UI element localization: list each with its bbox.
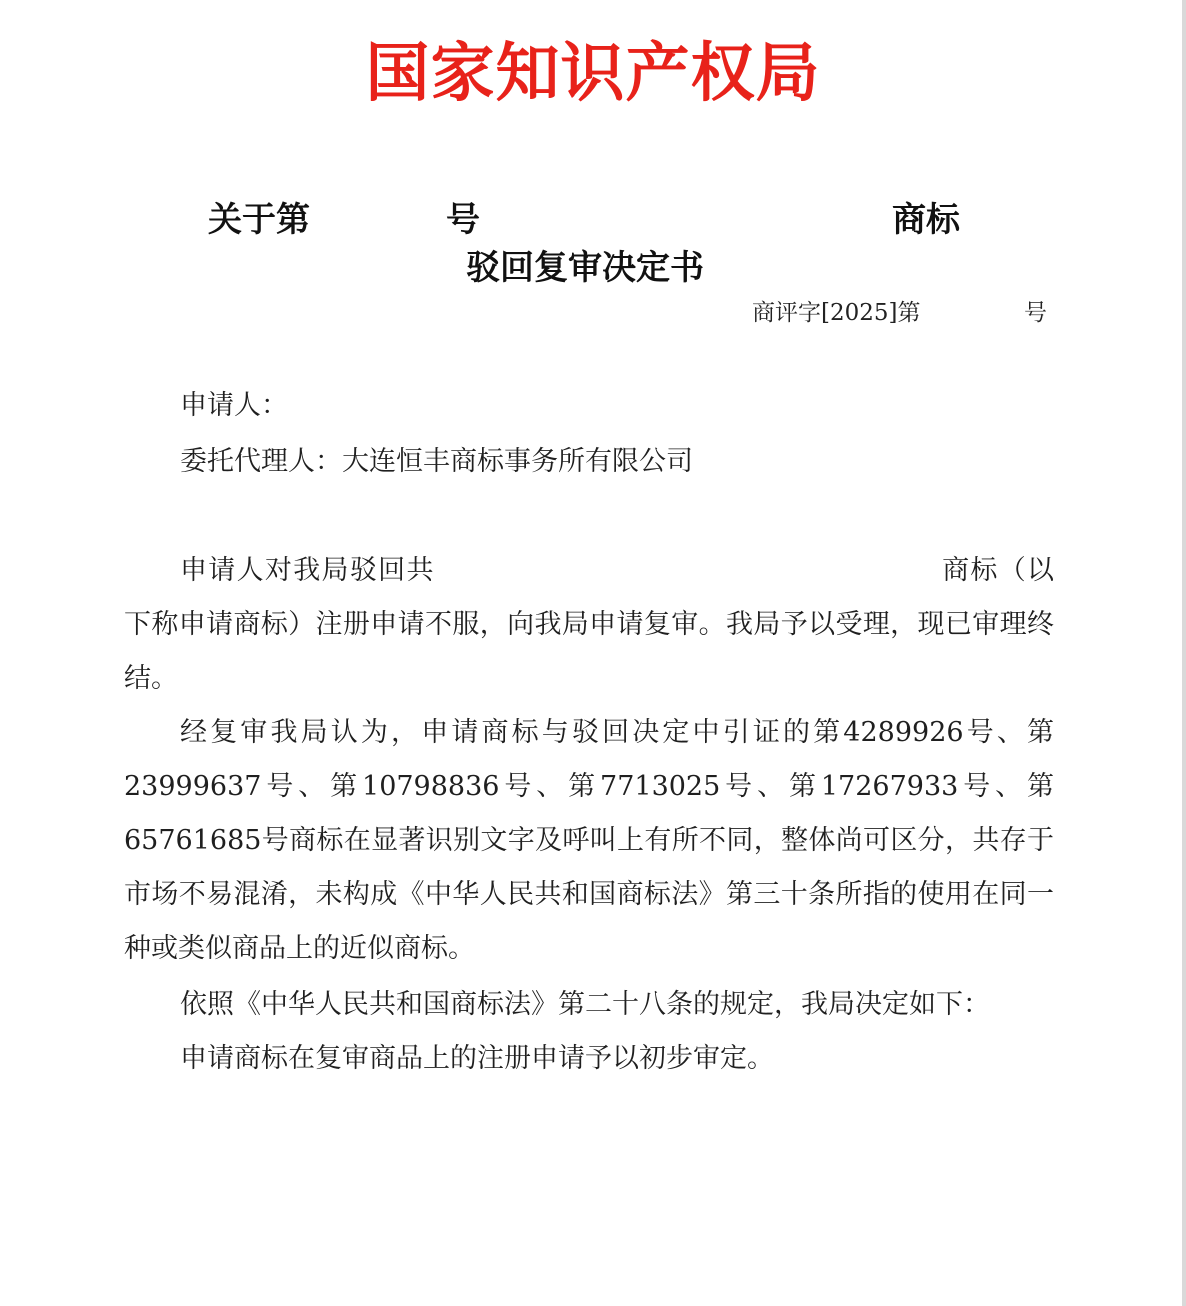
document-number-prefix: 商评字[2025]第 [752, 300, 921, 326]
agency-header: 国家知识产权局 [365, 37, 821, 111]
paragraph-legal-basis: 依照《中华人民共和国商标法》第二十八条的规定，我局决定如下： [180, 989, 990, 1020]
paragraph-review-request [124, 544, 1054, 706]
document-number [0, 296, 1186, 330]
decision-subtitle: 驳回复审决定书 [466, 248, 704, 288]
title-prefix: 关于第 [208, 200, 310, 240]
paragraph-decision: 申请商标在复审商品上的注册申请予以初步审定。 [180, 1043, 774, 1074]
paragraph-review-finding: 经复审我局认为，申请商标与驳回决定中引证的第4289926号、第23999637号、第10798836号、第7713025号、第17267933号、第65761685号商标在显著识别文字及呼叫上有所不同，整体尚可区分，共存于市场不易混淆，未构成《中华人民共和国商标法》第三十条所指的使用在同一种或类似商品上的近似商标。 [124, 717, 1054, 964]
applicant-line: 申请人： [180, 390, 288, 421]
title-mark-label: 商标 [892, 200, 960, 240]
agent-line: 委托代理人：大连恒丰商标事务所有限公司 [180, 446, 693, 477]
document-number-suffix: 号 [1024, 300, 1047, 326]
paragraph-review-request-rest: 商标（以下称申请商标）注册申请不服，向我局申请复审。我局予以受理，现已审理终结。 [124, 555, 1055, 694]
decision-title-line1 [0, 196, 1186, 244]
paragraph-review-request-start: 申请人对我局驳回共 [180, 555, 435, 586]
title-number-label: 号 [446, 200, 480, 240]
